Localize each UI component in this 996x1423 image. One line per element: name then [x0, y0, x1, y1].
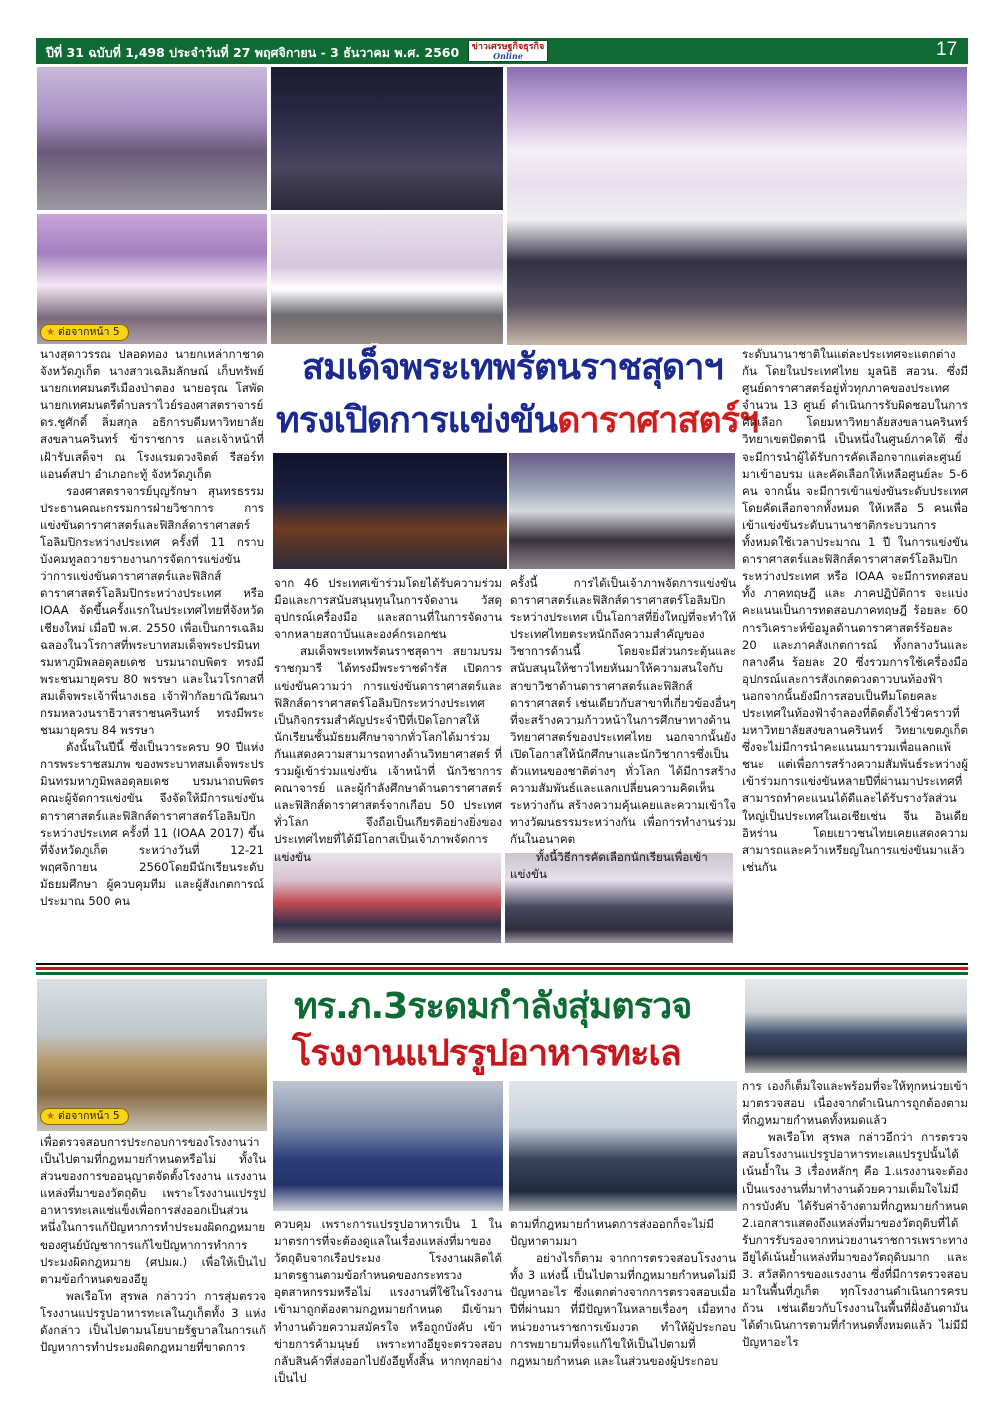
story1-headline-line1: สมเด็จพระเทพรัตนราชสุดาฯ: [302, 347, 723, 388]
star-icon: ★: [46, 1111, 55, 1122]
story1-column-3: [510, 575, 736, 881]
paragraph: พลเรือโท สุรพล กล่าวว่า การสุ่มตรวจโรงงานแปรรูปอาหารทะเลในภูเก็ตทั้ง 3 แห่งดังกล่าว เป็นไปตามนโยบายรัฐบาลในการแก้ปัญหาการทำประมงผิดกฎหมายที่ขาดการ: [40, 1288, 266, 1355]
paragraph: พลเรือโท สุรพล กล่าวอีกว่า การตรวจสอบโรงงานแปรรูปอาหารทะเลแปรรูปนั้นได้เน้นย้ำใน 3 เรื่องหลักๆ คือ 1.แรงงานจะต้องเป็นแรงงานที่มาทำงานด้วยความเต็มใจไม่มีการบังคับ ได้รับค่าจ้างตามที่กฎหมายกำหนด 2.เอกสารแสดงถึงแหล่งที่มาของวัตถุดิบที่ได้รับการรับรองจากหน่วยงานราชการเพราะทางอียูได้เน้นย้ำแหล่งที่มาของวัตถุดิบมาก และ 3. สวัสดิการของแรงงาน ซึ่งที่มีการตรวจสอบมาในพื้นที่ภูเก็ต ทุกโรงงานดำเนินการครบถ้วน เช่นเดียวกับโรงงานในพื้นที่ฝั่งอันดามันได้ดำเนินการตามที่กำหนดทั้งหมดแล้ว ไม่มีมีปัญหาอะไร: [742, 1130, 968, 1350]
paragraph: ทั้งนี้วิธีการคัดเลือกนักเรียนเพื่อเข้าแข่งขัน: [510, 849, 708, 881]
story2-headline-line1: ทร.ภ.3ระดมกำลังสุ่มตรวจ: [294, 986, 692, 1027]
paragraph: ระดับนานาชาติในแต่ละประเทศจะแตกต่างกัน โดยในประเทศไทย มูลนิธิ สอวน. ซึ่งมีศูนย์ดาราศาสตร์อยู่ทั่วทุกภาคของประเทศจำนวน 13 ศูนย์ ดำเนินการรับผิดชอบในการคัดเลือก โดยมหาวิทยาลัยสงขลานครินทร์ วิทยาเขตปัตตานี เป็นหนึ่งในศูนย์ภาคใต้ ซึ่งจะมีการนำผู้ได้รับการคัดเลือกจากแต่ละศูนย์มาเข้าอบรม และคัดเลือกให้เหลือศูนย์ละ 5-6 คน จากนั้น จะมีการเข้าแข่งขันระดับประเทศโดยคัดเลือกจากทั้งหมด ให้เหลือ 5 คนเพื่อเข้าแข่งขันระดับนานาชาติกระบวนการทั้งหมดใช้เวลาประมาณ 1 ปี ในการแข่งขันดาราศาสตร์และฟิสิกส์ดาราศาสตร์โอลิมปิกระหว่างประเทศ หรือ IOAA จะมีการทดสอบทั้ง ภาคทฤษฎี และ ภาคปฏิบัติการ จะแบ่งคะแนนเป็นการทดสอบภาคทฤษฎี ร้อยละ 60 การวิเคราะห์ข้อมูลด้านดาราศาสตร์ร้อยละ 20 และภาคสังเกตการณ์ ทั้งกลางวันและกลางคืน ร้อยละ 20 ซึ่งรวมการใช้เครื่องมืออุปกรณ์และการสังเกตดวงดาวบนท้องฟ้านอกจากนั้นยังมีการสอบเป็นทีมโดยคละประเทศในท้องฟ้าจำลองที่ติดตั้งไว้ชั่วคราวที่มหาวิทยาลัยสงขลานครินทร์ วิทยาเขตภูเก็ต ซึ่งจะไม่มีการนำคะแนนมารวมเพื่อแลกแพ้ชนะ แต่เพื่อการสร้างความสัมพันธ์ระหว่างผู้เข้าร่วมการแข่งขันหลายปีที่ผ่านมาประเทศที่สามารถทำคะแนนได้ดีและได้รับรางวัลส่วนใหญ่เป็นประเทศในเอเชียเช่น จีน อินเดีย อิหร่าน โดยเยาวชนไทยเคยแสดงความสามารถและคว้าเหรียญในการแข่งขันมาแล้วเช่นกัน: [742, 347, 968, 874]
photo-flag-parade: [272, 852, 502, 944]
story1-column-1: [40, 346, 264, 952]
photo-hall-walk: [508, 452, 736, 570]
story1-headline-line2: ทรงเปิดการแข่งขันดาราศาสตร์ฯ: [276, 400, 759, 441]
paragraph: ครั้งนี้ การได้เป็นเจ้าภาพจัดการแข่งขันดาราศาสตร์และฟิสิกส์ดาราศาสตร์โอลิมปิกระหว่างประเทศ เป็นโอกาสที่ยิ่งใหญ่ที่จะทำให้ประเทศไทยตระหนักถึงความสำคัญของวิชาการด้านนี้ โดยจะมีส่วนกระตุ้นและสนับสนุนให้ชาวไทยหันมาให้ความสนใจกับสาขาวิชาด้านดาราศาสตร์และฟิสิกส์ดาราศาสตร์ เช่นเดียวกับสาขาที่เกี่ยวข้องอื่นๆ ที่จะสร้างความก้าวหน้าในการศึกษาทางด้านวิทยาศาสตร์ของประเทศไทย นอกจากนั้นยังเปิดโอกาสให้นักศึกษาและนักวิชาการซึ่งเป็นตัวแทนของชาติต่างๆ ทั่วโลก ได้มีการสร้างความสัมพันธ์และแลกเปลี่ยนความคิดเห็นระหว่างกัน สร้างความคุ้นเคยและความเข้าใจทางวัฒนธรรมระหว่างกัน เพื่อการทำงานร่วมกันในอนาคต: [510, 576, 736, 847]
paragraph: จาก 46 ประเทศเข้าร่วมโดยได้รับความร่วมมือและการสนับสนุนทุนในการจัดงาน วัสดุอุปกรณ์เครื่องมือ และสถานที่ในการจัดงานจากหลายสถาบันและองค์กรเอกชน: [274, 576, 502, 642]
paragraph: สมเด็จพระเทพรัตนราชสุดาฯ สยามบรมราชกุมารี ได้ทรงมีพระราชดำรัส เปิดการแข่งขันความว่า การแข่งขันดาราศาสตร์และฟิสิกส์ดาราศาสตร์โอลิมปิกระหว่างประเทศเป็นกิจกรรมสำคัญประจำปีที่เปิดโอกาสให้นักเรียนชั้นมัธยมศึกษาจากทั่วโลกได้มาร่วมกันแสดงความสามารถทางด้านวิทยาศาสตร์ ที่รวมผู้เข้าร่วมแข่งขัน เจ้าหน้าที่ นักวิชาการ คณาจารย์ และผู้กำลังศึกษาด้านดาราศาสตร์และฟิสิกส์ดาราศาสตร์จากเกือบ 50 ประเทศทั่วโลก จึงถือเป็นเกียรติอย่างยิ่งของประเทศไทยที่ได้มีโอกาสเป็นเจ้าภาพจัดการแข่งขัน: [274, 644, 502, 864]
paragraph: การ เองก็เต็มใจและพร้อมที่จะให้ทุกหน่วยเข้ามาตรวจสอบ เนื่องจากดำเนินการถูกต้องตามที่กฎหมายกำหนดทั้งหมดแล้ว: [742, 1079, 968, 1128]
photo-officers-right: [744, 978, 968, 1074]
story2-column-3: [510, 1216, 736, 1398]
paragraph: เพื่อตรวจสอบการประกอบการของโรงงานว่าเป็นไปตามที่กฎหมายกำหนดหรือไม่ ทั้งในส่วนของการขออนุญาตจัดตั้งโรงงาน แรงงานแหล่งที่มาของวัตถุดิบ เพราะโรงงานแปรรูปอาหารทะเลแช่แข็งเพื่อการส่งออกเป็นส่วนหนึ่งในการแก้ปัญหาการทำประมงผิดกฎหมายของศูนย์บัญชาการแก้ไขปัญหาการทำการประมงผิดกฎหมาย (ศปมผ.) เพื่อให้เป็นไปตามข้อกำหนดของอียู: [40, 1135, 266, 1286]
story1-column-2: [274, 575, 502, 864]
photo-group-portrait: [506, 66, 968, 346]
photo-telescope: [270, 66, 504, 211]
page-number: 17: [936, 39, 958, 60]
story2-headline-line2: โรงงานแปรรูปอาหารทะเล: [292, 1033, 681, 1074]
section-divider-green: [36, 972, 968, 975]
paragraph: นางสุดาวรรณ ปลอดทอง นายกเหล่ากาชาดจังหวัดภูเก็ต นางสาวเฉลิมลักษณ์ เก็บทรัพย์ นายกเทศมนตรีเมืองป่าตอง นายอรุณ โสพัด นายกเทศมนตรีตำบลราไวย์รองศาสตราจารย์ ดร.ชูศักดิ์ ลิ่มสกุล อธิการบดีมหาวิทยาลัยสงขลานครินทร์ ข้าราชการ และเจ้าหน้าที่ เฝ้ารับเสด็จฯ ณ โรงแรมดวงจิตต์ รีสอร์ทแอนด์สปา อำเภอกะทู้ จังหวัดภูเก็ต: [40, 347, 264, 481]
logo-sub: Online: [493, 51, 523, 61]
logo-text: ข่าวเศรษฐกิจธุรกิจ: [471, 42, 545, 52]
photo-factory-workers: [272, 1080, 504, 1212]
section-divider-red: [36, 967, 968, 970]
section-divider: [36, 963, 968, 965]
star-icon: ★: [46, 327, 55, 338]
photo-painting-presentation: [270, 213, 504, 345]
photo-inspection: [508, 1080, 738, 1212]
photo-opening-ceremony: [36, 66, 268, 211]
paragraph: ตามที่กฎหมายกำหนดการส่งออกก็จะไม่มีปัญหาตามมา: [510, 1217, 714, 1249]
story2-column-2: [274, 1216, 502, 1398]
continued-badge: ★ ต่อจากหน้า 5: [40, 324, 129, 341]
story1-column-4: [742, 346, 968, 952]
continued-badge: ★ ต่อจากหน้า 5: [40, 1108, 129, 1125]
paragraph: ดังนั้นในปีนี้ ซึ่งเป็นวาระครบ 90 ปีแห่งการพระราชสมภพ ของพระบาทสมเด็จพระปรมินทรมหาภูมิพลอดุลยเดช บรมนาถบพิตร คณะผู้จัดการแข่งขัน จึงจัดให้มีการแข่งขันดาราศาสตร์และฟิสิกส์ดาราศาสตร์โอลิมปิกระหว่างประเทศ ครั้งที่ 11 (IOAA 2017) ขึ้นที่จังหวัดภูเก็ต ระหว่างวันที่ 12-21 พฤศจิกายน 2560โดยมีนักเรียนระดับมัธยมศึกษา ผู้ควบคุมทีม และผู้สังเกตการณ์ ประมาณ 500 คน: [40, 740, 264, 908]
issue-line: ปีที่ 31 ฉบับที่ 1,498 ประจำวันที่ 27 พฤศจิกายน - 3 ธันวาคม พ.ศ. 2560: [46, 45, 460, 60]
story2-column-1: [40, 1134, 266, 1396]
paragraph: อย่างไรก็ตาม จากการตรวจสอบโรงงานทั้ง 3 แห่งนี้ เป็นไปตามที่กฎหมายกำหนดไม่มีปัญหาอะไร ซึ่งแตกต่างจากการตรวจสอบเมื่อปีที่ผ่านมา ที่มีปัญหาในหลายเรื่องๆ เมื่อทางหน่วยงานราชการเข้มงวด ทำให้ผู้ประกอบการพยายามที่จะแก้ไขให้เป็นไปตามที่กฎหมายกำหนด และในส่วนของผู้ประกอบ: [510, 1251, 736, 1368]
paragraph: ควบคุม เพราะการแปรรูปอาหารเป็น 1 ในมาตรการที่จะต้องดูแลในเรื่องแหล่งที่มาของวัตถุดิบจากเรือประมง โรงงานผลิตได้มาตรฐานตามข้อกำหนดของกระทรวงอุตสาหกรรมหรือไม่ แรงงานที่ใช้ในโรงงานเข้ามาถูกต้องตามกฎหมายกำหนด มีเข้ามาทำงานด้วยความสมัครใจ หรือถูกบังคับ เข้าข่ายการค้ามนุษย์ เพราะทางอียูจะตรวจสอบกลับสินค้าที่ส่งออกไปยังอียูทั้งสิ้น หากทุกอย่างเป็นไป: [274, 1217, 502, 1385]
photo-planet-exhibit: [272, 452, 508, 570]
paragraph: รองศาสตราจารย์บุญรักษา สุนทรธรรม ประธานคณะกรรมการฝ่ายวิชาการ การแข่งขันดาราศาสตร์และฟิสิกส์ดาราศาสตร์โอลิมปิกระหว่างประเทศ ครั้งที่ 11 กราบบังคมทูลถวายรายงานการจัดการแข่งขันว่าการแข่งขันดาราศาสตร์และฟิสิกส์ดาราศาสตร์โอลิมปิกระหว่างประเทศ หรือ IOAA จัดขึ้นครั้งแรกในประเทศไทยที่จังหวัดเชียงใหม่ เมื่อปี พ.ศ. 2550 เพื่อเป็นการเฉลิมฉลองในวโรกาสที่พระบาทสมเด็จพระปรมินทรมหาภูมิพลอดุลยเดช บรมนาถบพิตร ทรงมีพระชนมายุครบ 80 พรรษา และในวโรกาสที่สมเด็จพระเจ้าพี่นางเธอ เจ้าฟ้ากัลยาณิวัฒนา กรมหลวงนราธิวาสราชนครินทร์ ทรงมีพระชนมายุครบ 84 พรรษา: [40, 483, 264, 738]
story2-column-4: [742, 1078, 968, 1398]
newspaper-logo: [468, 40, 548, 62]
